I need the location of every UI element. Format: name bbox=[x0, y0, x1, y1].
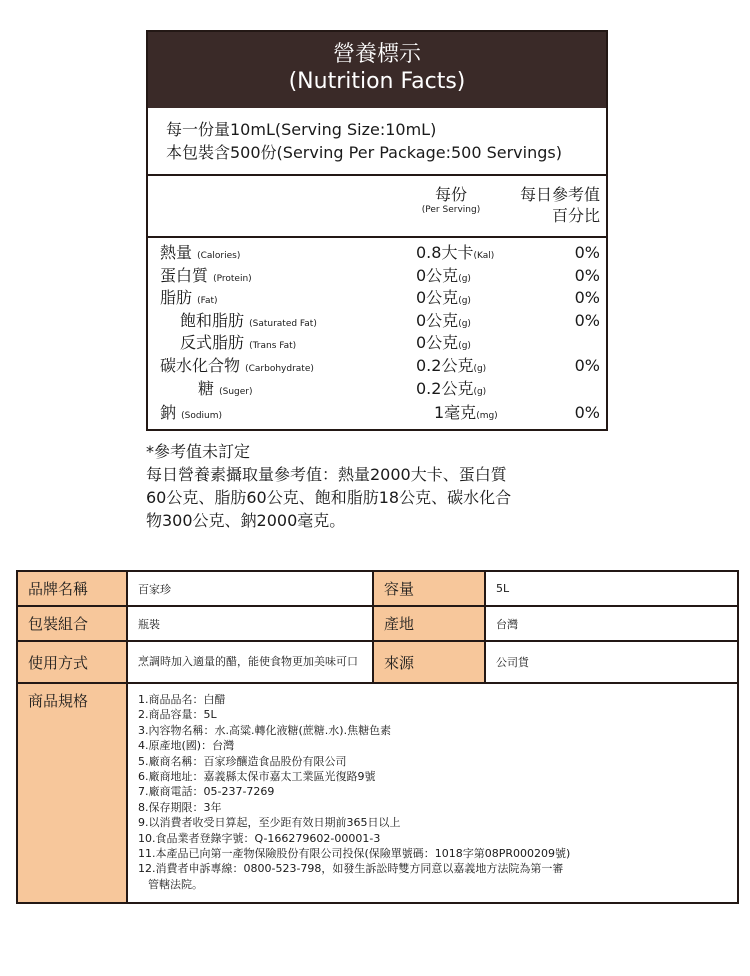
nutrient-pct: 0% bbox=[574, 243, 600, 262]
nutrient-name-en: (Fat) bbox=[197, 296, 218, 307]
spec-line: 3.內容物名稱：水.高粱.轉化液糖(蔗糖.水).焦糖色素 bbox=[138, 723, 392, 737]
per-serving-label-en: (Per Serving) bbox=[421, 205, 481, 215]
usage-label: 使用方式 bbox=[17, 641, 127, 683]
daily-value-label-2: 百分比 bbox=[551, 206, 600, 225]
package-value: 瓶裝 bbox=[127, 606, 373, 641]
nutrient-name-en: (Calories) bbox=[197, 251, 241, 261]
nutrient-pct: 0% bbox=[574, 288, 600, 308]
nutrient-unit: (g) bbox=[473, 363, 487, 374]
nutrient-name-en: (Trans Fat) bbox=[249, 341, 297, 352]
nutrient-amount: 1毫克 bbox=[434, 403, 477, 423]
serving-size: 每一份量10mL(Serving Size:10mL) bbox=[166, 120, 437, 139]
nutrition-column-header bbox=[148, 176, 606, 238]
nutrient-row-protein bbox=[148, 265, 606, 288]
serving-info bbox=[148, 108, 606, 176]
nutrient-amount: 0公克 bbox=[416, 265, 459, 285]
nutrient-name-en: (Carbohydrate) bbox=[245, 363, 314, 374]
volume-value: 5L bbox=[485, 571, 738, 606]
daily-value-label: 每日參考值 bbox=[519, 185, 600, 204]
note-line: 每日營養素攝取量參考值：熱量2000大卡、蛋白質 bbox=[146, 465, 507, 484]
nutrient-pct: 0% bbox=[574, 265, 600, 285]
brand-label: 品牌名稱 bbox=[17, 571, 127, 606]
source-label: 來源 bbox=[373, 641, 485, 683]
origin-value: 台灣 bbox=[485, 606, 738, 641]
nutrient-amount: 0.8大卡 bbox=[416, 243, 474, 262]
per-serving-header bbox=[416, 186, 486, 216]
nutrient-row-carbohydrate bbox=[148, 355, 606, 378]
nutrient-pct: 0% bbox=[574, 310, 600, 330]
product-spec-table bbox=[16, 570, 739, 904]
nutrient-row-saturated-fat bbox=[148, 310, 606, 333]
spec-row-details bbox=[17, 683, 738, 903]
nutrient-row-calories bbox=[148, 242, 606, 265]
nutrient-unit: (Kal) bbox=[473, 251, 495, 261]
nutrient-name: 反式脂肪 bbox=[180, 333, 245, 353]
spec-label: 商品規格 bbox=[17, 683, 127, 903]
spec-line: 管轄法院。 bbox=[148, 877, 203, 891]
nutrient-amount: 0.2公克 bbox=[416, 355, 474, 375]
nutrient-pct: 0% bbox=[574, 403, 600, 423]
nutrient-pct: 0% bbox=[574, 355, 600, 375]
nutrient-name: 糖 bbox=[198, 378, 215, 398]
nutrient-unit: (g) bbox=[458, 341, 471, 352]
per-serving-label: 每份 bbox=[434, 185, 467, 204]
note-line: *參考值未訂定 bbox=[146, 442, 251, 461]
nutrient-name: 脂肪 bbox=[160, 288, 193, 308]
nutrient-name: 鈉 bbox=[160, 403, 177, 423]
nutrient-name: 熱量 bbox=[160, 243, 193, 262]
nutrient-name-en: (Sodium) bbox=[181, 411, 223, 422]
nutrient-unit: (g) bbox=[458, 273, 471, 284]
nutrient-unit: (g) bbox=[458, 318, 471, 329]
nutrient-unit: (g) bbox=[473, 386, 487, 397]
package-label: 包裝組合 bbox=[17, 606, 127, 641]
note-line: 物300公克、鈉2000毫克。 bbox=[146, 511, 346, 530]
spec-line: 2.商品容量：5L bbox=[138, 708, 217, 722]
nutrition-header bbox=[148, 32, 606, 108]
nutrient-name-en: (Saturated Fat) bbox=[249, 318, 317, 329]
usage-value: 烹調時加入適量的醋，能使食物更加美味可口 bbox=[127, 641, 373, 683]
note-line: 60公克、脂肪60公克、飽和脂肪18公克、碳水化合 bbox=[146, 488, 512, 507]
spec-line: 12.消費者申訴專線：0800-523-798，如發生訴訟時雙方同意以嘉義地方法院為第一審 bbox=[138, 862, 564, 876]
spec-line: 8.保存期限：3年 bbox=[138, 800, 222, 814]
origin-label: 產地 bbox=[373, 606, 485, 641]
nutrient-amount: 0.2公克 bbox=[416, 378, 474, 398]
nutrition-title: 營養標示 bbox=[332, 42, 421, 67]
nutrient-row-fat bbox=[148, 287, 606, 310]
nutrition-title-en: (Nutrition Facts) bbox=[288, 69, 466, 94]
nutrient-unit: (g) bbox=[458, 296, 471, 307]
spec-row-brand bbox=[17, 571, 738, 606]
nutrition-facts-panel bbox=[146, 30, 608, 431]
spec-line: 10.食品業者登錄字號：Q-166279602-00001-3 bbox=[138, 831, 381, 845]
source-value: 公司貨 bbox=[485, 641, 738, 683]
spec-details bbox=[127, 683, 738, 903]
spec-line: 4.原產地(國)：台灣 bbox=[138, 739, 235, 753]
nutrient-row-sodium bbox=[148, 402, 606, 425]
nutrient-amount: 0公克 bbox=[416, 310, 459, 330]
nutrient-unit: (mg) bbox=[476, 411, 498, 422]
spec-row-package bbox=[17, 606, 738, 641]
spec-line: 6.廠商地址：嘉義縣太保市嘉太工業區光復路9號 bbox=[138, 770, 376, 784]
brand-value: 百家珍 bbox=[127, 571, 373, 606]
nutrition-rows bbox=[148, 238, 606, 425]
nutrition-note bbox=[146, 440, 616, 532]
spec-line: 1.商品品名：白醋 bbox=[138, 693, 226, 706]
nutrient-name: 飽和脂肪 bbox=[180, 310, 245, 330]
nutrient-row-sugar bbox=[148, 378, 606, 401]
spec-line: 5.廠商名稱：百家珍釀造食品股份有限公司 bbox=[138, 754, 347, 768]
spec-row-usage bbox=[17, 641, 738, 683]
nutrient-name: 碳水化合物 bbox=[160, 355, 241, 375]
nutrient-amount: 0公克 bbox=[416, 288, 459, 308]
spec-line: 9.以消費者收受日算起，至少距有效日期前365日以上 bbox=[138, 816, 401, 830]
nutrient-name-en: (Suger) bbox=[219, 386, 253, 397]
servings-per-package: 本包裝含500份(Serving Per Package:500 Servings) bbox=[166, 143, 562, 162]
spec-line: 7.廠商電話：05-237-7269 bbox=[138, 785, 275, 799]
daily-value-header bbox=[520, 184, 600, 226]
nutrient-name: 蛋白質 bbox=[160, 265, 209, 285]
volume-label: 容量 bbox=[373, 571, 485, 606]
nutrient-row-trans-fat bbox=[148, 332, 606, 355]
nutrient-name-en: (Protein) bbox=[213, 273, 252, 284]
nutrient-amount: 0公克 bbox=[416, 333, 459, 353]
spec-line: 11.本產品已向第一產物保險股份有限公司投保(保險單號碼：1018字第08PR000209號) bbox=[138, 847, 571, 861]
